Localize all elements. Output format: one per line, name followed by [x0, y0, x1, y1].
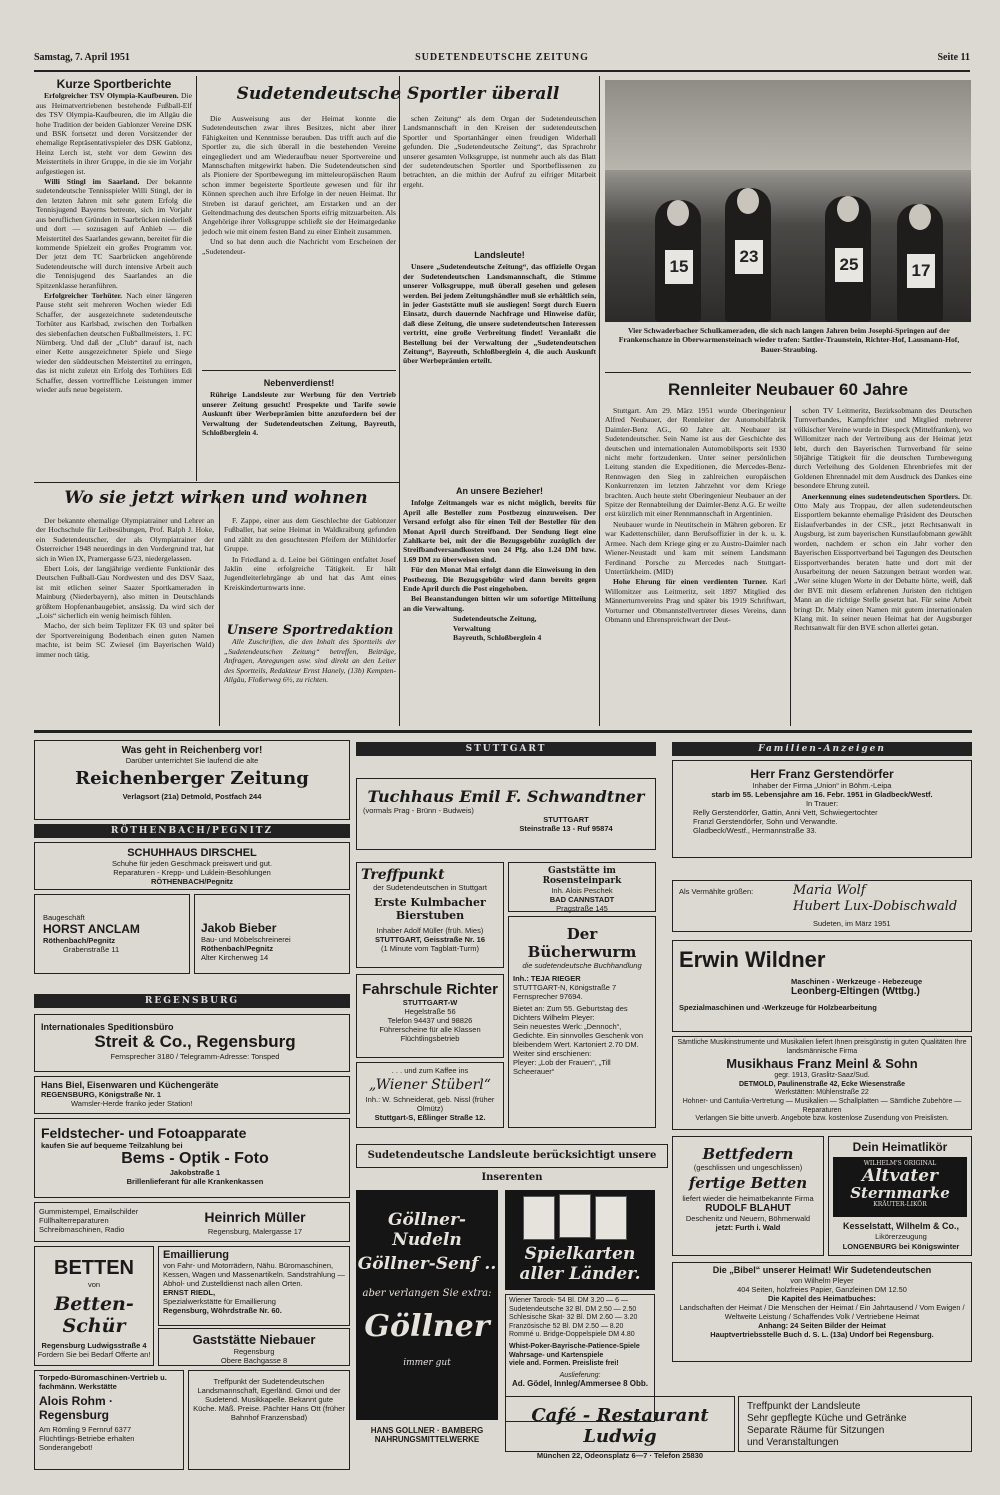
- article-title-wirken: Wo sie jetzt wirken und wohnen: [64, 488, 368, 508]
- ad-address: Verlagsort (21a) Detmold, Postfach 244: [122, 792, 262, 801]
- ad-text: WILHELM'S ORIGINAL: [863, 1160, 937, 1167]
- ad-name: Göllner-Nudeln: [388, 1210, 466, 1250]
- ad-text: Alter Kirchenweg 14: [201, 953, 269, 962]
- lead: Willi Stingl im Saarland.: [44, 177, 140, 187]
- ad-text: aber verlangen Sie extra:: [362, 1288, 492, 1299]
- ad-text: Fordern Sie bei Bedarf Offerte an!: [37, 1350, 151, 1359]
- paragraph: Rührige Landsleute zur Werbung für den Vertrieb unserer Zeitung gesucht! Prospekte und Tarife sowie Auskunft über Werbeprämien bitte anzufordern bei der Verwaltung der Sudetendeutschen Zeitung, Bayreuth, Schloßberglein 4.: [202, 390, 396, 438]
- paragraph: Der bekannte ehemalige Olympiatrainer und Lehrer an der Hochschule für Leibesübungen, Prof. Ralph J. Hoke, ein Sudetendeutscher, der als Olympiatrainer der Österreicher 1948 neuerdings in den Vordergrund trat, hat sich in Wien IX, Pramergasse 6/23, niedergelassen.: [36, 516, 214, 563]
- ad-text: jetzt: Furth i. Wald: [715, 1223, 781, 1232]
- ad-text: Inh.: TEJA RIEGER: [513, 974, 581, 983]
- ad-bieber: [194, 894, 350, 974]
- ad-text: der Sudetendeutschen in Stuttgart: [373, 883, 487, 892]
- article-wirken-col1: [36, 516, 214, 726]
- ad-vermaehlte: [672, 880, 972, 932]
- ad-niebauer: [158, 1328, 350, 1366]
- ad-name: Musikhaus Franz Meinl & Sohn: [726, 1056, 918, 1072]
- ad-headline: BETTEN: [54, 1257, 134, 1279]
- box-rule: [202, 370, 396, 371]
- paragraph: Neubauer wurde in Neutitschein in Mähren geboren. Er war Kadettenschüler, dann Berufsoffizier in der k. u. k. Armee. Nach dem Kriege ging er zu Austro-Daimler nach Wiener-Neustadt und kam mit seinem Landsmann Ferdinand Porsche zu Mercedes nach Stuttgart-Untertürkheim. (MID): [605, 519, 786, 576]
- paragraph: F. Zappe, einer aus dem Geschlechte der Gablonzer Fußballer, hat seine Heimat in Waldkraiburg gefunden und zählt zu den gesuchtesten Pfeifern der Mühldorfer Gruppe.: [224, 516, 396, 554]
- box-title: An unsere Bezieher!: [455, 486, 544, 496]
- ad-name: Jakob Bieber: [201, 921, 277, 935]
- ad-goellner-footer: [356, 1426, 498, 1444]
- ad-text: Inhaber der Firma „Union“ in Böhm.-Leipa: [752, 781, 892, 790]
- ad-text: von Fahr- und Motorrädern, Nähu. Büromaschinen, Kessen, Wagen und Massenartikeln. Sandstrahlung — Abhol- und Zustelldienst nach allen Orten.: [163, 1261, 345, 1288]
- ad-text: LONGENBURG bei Königswinter: [842, 1242, 960, 1251]
- ad-text: Hohner- und Cantulia-Vertretung — Musikalien — Schallplatten — Sämtliche Zubehöre — Reparaturen: [682, 1097, 962, 1114]
- ad-wiener-stueberl: [356, 1062, 504, 1128]
- ad-text: Inhaber Adolf Müller (früh. Mies): [376, 926, 484, 935]
- paragraph: Karl Willomitzer aus Leitmeritz, seit 1897 Mitglied des Männerturnvereins Prag und später bis 1919 Schriftwart, Vorturner und Obmannstellvertreter dieses Vereins, dann Obmann und Ehrenspreichwart der Deut-: [605, 577, 786, 624]
- ad-text: Bau- und Möbelschreinerei: [201, 935, 291, 944]
- box-landsleute: [403, 248, 596, 480]
- box-title: Unsere Sportredaktion: [226, 623, 394, 638]
- ad-fahrschule-richter: [356, 974, 504, 1058]
- skier-face: [909, 204, 931, 230]
- ad-text: von: [87, 1280, 101, 1289]
- skier-bib: 25: [835, 248, 863, 282]
- ad-name: Bems - Optik - Foto: [121, 1150, 269, 1167]
- article-kurze-sportberichte: [36, 77, 192, 480]
- ad-text: Relly Gerstendörfer, Gattin, Anni Vett, Schwiegertochter: [693, 808, 878, 817]
- ad-text: STUTTGART, Geisstraße Nr. 16: [374, 935, 486, 944]
- ad-name: SCHUHHAUS DIRSCHEL: [127, 847, 257, 859]
- ad-text: KRÄUTER-LIKÖR: [873, 1201, 927, 1208]
- ad-gerstendoerfer: [672, 760, 972, 858]
- ad-logo-text: Altvater: [861, 1166, 939, 1186]
- column-rule: [599, 76, 600, 726]
- ad-text: Röthenbach/Pegnitz: [43, 936, 116, 945]
- ad-text: Internationales Speditionsbüro: [41, 1022, 174, 1032]
- ad-name: Der Bücherwurm: [527, 925, 637, 961]
- ad-text: NAHRUNGSMITTELWERKE: [374, 1435, 480, 1444]
- header-paper-title: SUDETENDEUTSCHE ZEITUNG: [415, 52, 589, 63]
- ad-biel: [34, 1076, 350, 1114]
- ad-altvater-label: [833, 1157, 967, 1217]
- ad-text: Sein neuestes Werk: „Dennoch“, Gedichte. Ein sinnvolles Geschenk von bleibendem Wert. Kartoniert 2.70 DM.: [513, 1022, 644, 1049]
- price-row: Wiener Tarock- 54 Bl. DM 3.20 — 6 —: [509, 1297, 628, 1304]
- ad-headline: Emaillierung: [163, 1249, 230, 1261]
- ad-text: Sudeten, im März 1951: [813, 919, 891, 928]
- price-row: Schlesische Skat- 32 Bl. DM 2.60 — 3.20: [509, 1314, 638, 1322]
- ad-text: Gummistempel, Emailschilder Füllhalterreparaturen Schreibmaschinen, Radio: [39, 1207, 139, 1234]
- ad-text: Weiter sind erschienen:: [513, 1049, 592, 1058]
- paragraph: In Friedland a. d. Leine bei Göttingen entfaltet Josef Jaklin eine erfolgreiche Tätigkeit. Er hält Jugendleiterlehrgänge ab und hat das Amt eines Kreiskinderturnwarts inne.: [224, 554, 396, 592]
- paragraph: Unsere „Sudetendeutsche Zeitung“, das offizielle Organ der Sudetendeutschen Landsmannschaft, die Stimme unserer Volksgruppe, muß überall gesehen und gelesen werden. Bei jedem Zeitungshändler muß sie erhältlich sein, in jeder Gaststätte muß sie ausliegen! Sorgt durch Euern Einsatz, durch dauernde Nachfrage und Hinweise dafür, daß diese Zeitung, die unsere sudetendeutschen Interessen vertritt, eine große Verbreitung findet! Veranlaßt die Bestellung bei der Verwaltung der „Sudetendeutschen Zeitung“, Bayreuth, Schloßberglein 4, die auch Auskunft über Werbeprämien erteilt.: [403, 262, 596, 366]
- ad-text: Bietet an: Zum 55. Geburtstag des Dichters Wilhelm Pleyer:: [513, 1004, 628, 1022]
- ad-text: Schuhe für jeden Geschmack preiswert und gut.: [111, 859, 273, 868]
- ad-name: Erwin Wildner: [679, 947, 826, 972]
- playing-card-icon: [523, 1196, 555, 1240]
- article-wirken-col2: [224, 516, 396, 612]
- ad-text: Am Römling 9 Fernruf 6377: [39, 1425, 132, 1434]
- ad-text: 404 Seiten, holzfreies Papier, Ganzleinen DM 12.50: [737, 1285, 907, 1294]
- ad-name: Streit & Co., Regensburg: [94, 1032, 296, 1051]
- skier-bib: 15: [665, 250, 693, 284]
- ad-text: immer gut: [403, 1358, 451, 1368]
- ad-text: Baugeschäft: [43, 913, 85, 922]
- ad-text: ERNST RIEDL,: [163, 1288, 216, 1297]
- ad-name: Heinrich Müller: [204, 1209, 306, 1225]
- paragraph: schen Zeitung“ als dem Organ der Sudetendeutschen Landsmannschaft in den Kreisen der sudetendeutschen Sportler und Sportanhänger einen freudigen Widerhall gefunden. Die „Sudetendeutsche Zeitung“, das Sprachrohr unserer gesamten Volksgruppe, ist nunmehr auch als das Blatt der sudetendeutschen Sportler und Sportbeflissenen zu betrachten, an die mithin der Aufruf zu eifriger Mitarbeit ergeht.: [403, 114, 596, 189]
- ad-text: . . . und zum Kaffee ins: [391, 1066, 469, 1075]
- ad-kulmbacher: [356, 862, 504, 968]
- ad-text: Maschinen - Werkzeuge - Hebezeuge: [791, 977, 923, 986]
- ad-bems: [34, 1118, 350, 1198]
- ad-name: Gaststätte im Rosensteinpark: [542, 866, 622, 886]
- ad-streit: [34, 1014, 350, 1072]
- ad-text: Grabenstraße 11: [63, 945, 120, 954]
- ad-text: In Trauer:: [805, 799, 839, 808]
- ad-text: Brillenlieferant für alle Krankenkassen: [126, 1177, 264, 1186]
- ad-text: Inh.: W. Schneiderat, geb. Nissl (früher Olmütz): [365, 1095, 495, 1113]
- ad-text: kaufen Sie auf bequeme Teilzahlung bei: [41, 1141, 183, 1150]
- ad-text: REGENSBURG, Königstraße Nr. 1: [41, 1090, 162, 1099]
- ad-text: Ad. Gödel, Innleg/Ammersee 8 Obb.: [511, 1379, 649, 1389]
- ad-text: Stuttgart-S, Eßlinger Straße 12.: [374, 1113, 486, 1122]
- ad-text: Franzl Gerstendörfer, Sohn und Verwandte.: [693, 817, 838, 826]
- paragraph: Stuttgart. Am 29. März 1951 wurde Oberingenieur Alfred Neubauer, der Rennleiter der Automobilfabrik Daimler-Benz AG., 60 Jahre alt. Neubauer ist Sudetendeutscher. Sein Name ist aus der Geschichte des deutschen und internationalen Automobilsports seit 1930 nicht mehr fortzudenken. Unter seiner persönlichen Leitung standen die Expeditionen, die Mercedes-Benz-Rennwagen den Sieg in zahlreichen europäischen Konkurrenzen im letzten Jahrzehnt vor dem Kriege brachten. Auch heute steht Oberingenieur Neubauer an der Spitze der Rennabteilung der Daimler-Benz A.G. Er weilte erst kürzlich mit einer Rennmannschaft in Argentinien.: [605, 406, 786, 519]
- ad-text: Gladbeck/Westf., Hermannstraße 33.: [693, 826, 817, 835]
- ad-meinl: [672, 1036, 972, 1130]
- ad-text: STUTTGART-N, Königstraße 7: [513, 983, 617, 992]
- ad-headline: Die „Bibel“ unserer Heimat! Wir Sudetendeutschen: [712, 1265, 932, 1275]
- box-title: Landsleute!: [474, 250, 525, 260]
- ad-text: Pleyer: „Lob der Frauen“, „Till Scheerauer“: [513, 1058, 611, 1076]
- article-sportler-col2: [403, 114, 596, 248]
- ad-name: Bettfedern: [702, 1145, 794, 1163]
- ad-text: Führerscheine für alle Klassen Flüchtlingsbetrieb: [379, 1025, 481, 1043]
- ad-treffpunkt-regensburg: Treffpunkt der Sudetendeutschen Landsmannschaft, Egerländ. Gmoi und der Sudetend. Musikkapelle. Bekannt gute Küche. Mäß. Preise. Pächter Hans Ott (früher Bahnhof Franzensbad): [188, 1370, 350, 1470]
- ad-text: STUTTGART-W: [402, 998, 458, 1007]
- ad-text: Regensburg Ludwigsstraße 4: [41, 1341, 147, 1350]
- ad-text: Auslieferung:: [559, 1371, 601, 1379]
- ad-text: Wamsler-Herde franko jeder Station!: [71, 1099, 193, 1108]
- photo-caption: [608, 326, 970, 370]
- ad-reichenberger: [34, 740, 350, 820]
- ad-text: Regensburg, Malergasse 17: [207, 1227, 303, 1236]
- article-title-sportler: Sudetendeutsche Sportler überall: [236, 84, 560, 104]
- ad-text: STUTTGART: [543, 815, 589, 824]
- ad-text: Hauptvertriebsstelle Buch d. S. L. (13a) Undorf bei Regensburg.: [710, 1330, 934, 1339]
- playing-card-icon: [559, 1194, 591, 1238]
- paragraph: Und so hat denn auch die Nachricht vom Erscheinen der „Sudetendeut-: [202, 237, 396, 256]
- column-rule: [219, 498, 220, 726]
- ad-name: „Wiener Stüberl“: [369, 1077, 491, 1093]
- skier-bib: 17: [907, 254, 935, 288]
- header-date: Samstag, 7. April 1951: [34, 52, 130, 63]
- ad-text: Steinstraße 13 - Ruf 95874: [519, 824, 613, 833]
- ad-text: Fernsprecher 3180 / Telegramm-Adresse: Tonsped: [110, 1052, 280, 1061]
- ad-text: Verlangen Sie bitte unverb. Angebote bzw. kostenlose Zusendung von Preislisten.: [695, 1115, 949, 1123]
- ad-text: Spezialmaschinen und -Werkzeuge für Holzbearbeitung: [679, 1003, 877, 1012]
- header-rule: [34, 70, 970, 72]
- column-rule: [399, 76, 400, 726]
- ad-text: Werkstätten: Mühlenstraße 22: [775, 1089, 869, 1097]
- ad-text: liefert wieder die heimatbekannte Firma: [682, 1194, 814, 1203]
- ad-text: Landschaften der Heimat / Die Menschen der Heimat / Ein Jahrtausend / Vom Ewigen / Weltweite Leistung / Schaffendes Volk / Vertriebene Heimat: [679, 1303, 965, 1321]
- ad-text: gegr. 1913, Graslitz-Saaz/Sud.: [774, 1072, 870, 1080]
- lead: Erfolgreicher Torhüter.: [44, 290, 123, 300]
- playing-card-icon: [595, 1196, 627, 1240]
- paragraph: Infolge Zeitmangels war es nicht möglich, bereits für April alle Besteller zum Postbezug einzuweisen. Der Versand erfolgt also für einen Teil der Besteller für den Monat April durch Streifband. Der Sendung liegt eine Zahlkarte bei, mit der die Bezugsgebühr zuzüglich der Streifbandversandkosten von 24 Pfg. also 1.24 DM bzw. 1.69 DM zu überweisen sind.: [403, 498, 596, 564]
- ads-divider: [34, 730, 972, 733]
- ad-text: Jakobstraße 1: [169, 1168, 221, 1177]
- paragraph: schen TV Leitmeritz, Bezirksobmann des Deutschen Turnverbandes, Kampfrichter und Mitglied mehrerer völkischer Vereine wurde in Diespeck (Mittelfranken), wo Willomitzer nach der Vertreibung aus der Heimat jetzt lebt, durch den Bayerischen Turnverband für seine 50jährige Tätigkeit für die deutschen Turnbewegung durch Verleihung des Goldenen Ehrenbriefes mit der Goldenen Ehrennadel mit dem Ausdruck des Dankes eine besondere Ehrung zuteil.: [794, 406, 972, 491]
- ad-treffpunkt-landsleute: [738, 1396, 972, 1452]
- ad-cafe-ludwig: [505, 1396, 735, 1460]
- ad-text: viele and. Formen. Preisliste frei!: [509, 1360, 619, 1368]
- section-bar-familien: Familien-Anzeigen: [672, 742, 972, 756]
- ad-logo-text: Göllner: [364, 1309, 490, 1344]
- ad-dirschel: [34, 842, 350, 890]
- ad-headline: Was geht in Reichenberg vor!: [121, 745, 263, 756]
- ad-text: Likörerzeugung: [875, 1232, 927, 1241]
- paragraph: Der bekannte sudetendeutsche Tennisspieler Willi Stingl, der in den letzten Jahren mit sehr gutem Erfolg die Tennisjugend Bayerns betreute, sich im Vorjahr aus beruflichen Gründen in Saarbrücken niederließ und dort — sozusagen auf Anhieb — die Meistertitel des Saarlandes gewann, bereitet für die kommende Spielzeit ein großes Programm vor. Der jetzt dem TC Saarbrücken angehörende Sudetendeutsche will durch intensive Arbeit auch die Tennisjugend des Saarlandes an die Spitzenklasse heranführen.: [36, 177, 192, 290]
- ad-text: Die Kapitel des Heimatbuches:: [767, 1294, 877, 1303]
- ad-text: starb im 55. Lebensjahre am 16. Febr. 1951 in Gladbeck/Westf.: [711, 790, 933, 799]
- ad-text: Reparaturen - Krepp- und Luklein-Besohlungen: [113, 868, 271, 877]
- skier-face: [737, 188, 759, 214]
- ad-name: Göllner-Senf ..: [357, 1254, 497, 1274]
- ad-text: RÖTHENBACH/Pegnitz: [150, 877, 234, 886]
- ad-text: Torpedo-Büromaschinen-Vertrieb u. fachmänn. Werkstätte: [39, 1373, 167, 1391]
- column-rule: [790, 406, 791, 726]
- paragraph: Alle Zuschriften, die den Inhalt des Sportteils der „Sudetendeutschen Zeitung“ betreffen, Beiträge, Anfragen, Anregungen usw. sind direkt an den Leiter des Sportteils, Redakteur Ernst Hanely, (13b) Kempten-Allgäu, Floßerweg 6½, zu richten.: [224, 637, 396, 685]
- ad-text: von Wilhelm Pleyer: [790, 1276, 854, 1285]
- ad-text: Darüber unterrichtet Sie laufend die alte: [125, 756, 259, 765]
- ad-spielkarten: [505, 1190, 655, 1290]
- ad-text: Leonberg-Eltingen (Wttbg.): [791, 986, 920, 997]
- photo-skiers: [605, 80, 971, 322]
- section-rule: [34, 482, 399, 483]
- lead: Anerkennung eines sudetendeutschen Sportlers.: [802, 491, 960, 501]
- paragraph: Die aus Heimatvertriebenen bestehende Fußball-Elf des TSV Olympia-Kaufbeuren, die im Allgäu die hohe Tradition der beiden Gablonzer Vereine DSK und BSK fortsetzt und deren Vorsitzender der ehemalige Repräsentativspieler des DSK Gablonz, Heinz Lerch ist, steht vor dem Gewinn des Meistertitels in ihrer Gruppe, in die sie im Vorjahr aufgestiegen ist.: [36, 91, 192, 176]
- paragraph: Dr. Otto Maly aus Troppau, der allen sudetendeutschen Eissportlern bekannte ehemalige Präsident des Deutschen Eislaufverbandes in der CSR., jetzt Rechtsanwalt in Augsburg, ist zum bayerischen Kunstlaufobmann gewählt worden, nachdem er schon ein Jahr vorher den Bayerischen Eissportverband bei Tagungen des Deutschen Eissportverbandes beraten hatte und dort mit der Ausarbeitung der neuen Satzungen betraut worden war. „Wer seine klugen Worte in der Debatte hörte, weiß, daß der BVE mit diesem erfahrenen Juristen den richtigen Mann an die richtige Stelle gesetzt hat. Für seine Arbeit bringt Dr. Maly einen Namen mit gutem internationalen Klang mit. In seiner neuen Heimat hat der Augsburger Rechtsanwalt für den BVE schon allerlei getan.: [794, 491, 972, 633]
- page-header: [34, 52, 970, 68]
- ad-text: Inh. Alois Peschek: [551, 886, 613, 895]
- ad-text: Pragstraße 145: [556, 904, 608, 913]
- paragraph: Bei Beanstandungen bitten wir um sofortige Mitteilung an die Verwaltung.: [403, 594, 596, 613]
- ad-headline: Feldstecher- und Fotoapparate: [41, 1125, 247, 1141]
- ad-text: DETMOLD, Paulinenstraße 42, Ecke Wiesenstraße: [738, 1080, 906, 1088]
- article-neubauer-col2: [794, 406, 972, 726]
- ad-text: Regensburg: [233, 1347, 275, 1356]
- signature: Verwaltung: [453, 623, 491, 633]
- ad-goellner: [356, 1190, 498, 1420]
- ad-text: Anhang: 24 Seiten Bilder der Heimat: [758, 1321, 886, 1330]
- paragraph: Nach einer längeren Pause steht seit mehreren Wochen wieder Edi Schaffer, der ausgezeichnete sudetendeutsche Torhüter aus Karlsbad, zwischen den Torbalken des siebenfachen deutschen Fußballmeisters, 1. FC Nürnberg. Und daß der „Club“ darauf ist, nach einer Kette ausgezeichneter Spiele und Siege wieder den süddeutschen Meistertitel zu erringen, das ist nicht zuletzt ein Erfolg des Torhüters Edi Schaffer, dessen vortreffliche Leistungen immer wieder aufs neue begeistern.: [36, 290, 192, 394]
- lead: Hohe Ehrung für einen verdienten Turner.: [613, 577, 768, 587]
- ad-text: Whist-Poker-Bayrische-Patience-Spiele Wahrsage- und Kartenspiele: [509, 1342, 640, 1359]
- ad-text: Obere Bachgasse 8: [220, 1356, 288, 1365]
- ad-buecherwurm: [508, 916, 656, 1128]
- ad-text: Fernsprecher 97694.: [513, 992, 583, 1001]
- ad-name: Café - Restaurant Ludwig: [531, 1405, 709, 1447]
- lead: Erfolgreicher TSV Olympia-Kaufbeuren.: [44, 91, 179, 101]
- price-row: Rommé u. Bridge-Doppelspiele DM 4.80: [509, 1331, 635, 1339]
- ad-name: Reichenberger Zeitung: [75, 768, 309, 789]
- ad-rosenstein: [508, 862, 656, 912]
- ad-name: Herr Franz Gerstendörfer: [750, 767, 894, 781]
- signature: Bayreuth, Schloßberglein 4: [453, 633, 542, 643]
- ad-name: Erste Kulmbacher Bierstuben: [374, 896, 486, 922]
- ad-name: HORST ANCLAM: [43, 922, 140, 936]
- ad-headline: Dein Heimatlikör: [852, 1140, 948, 1154]
- ad-name: Fahrschule Richter: [362, 981, 498, 998]
- ad-text: Flüchtlings-Betriebe erhalten Sonderangebot!: [39, 1434, 135, 1452]
- section-bar-regensburg: REGENSBURG: [34, 994, 350, 1008]
- ad-betten-schuer: [34, 1246, 154, 1366]
- ad-text: Hans Biel, Eisenwaren und Küchengeräte: [41, 1080, 219, 1090]
- ad-text: Spezialwerkstätte für Emaillierung: [163, 1297, 276, 1306]
- ad-bibel: [672, 1262, 972, 1362]
- article-sportler-col1: [202, 114, 396, 364]
- ad-text: (vormals Prag - Brünn - Budweis): [363, 806, 474, 815]
- header-page-number: Seite 11: [937, 52, 970, 63]
- ad-emaillierung: [158, 1246, 350, 1326]
- paragraph: Für den Monat Mai erfolgt dann die Einweisung in den Postbezug. Die Bezugsgebühr wird dann bereits gegen Ende April durch die Post eingehoben.: [403, 565, 596, 594]
- ad-mueller: [34, 1202, 350, 1242]
- ad-headline: Treffpunkt: [361, 867, 445, 883]
- ad-name: Kesselstatt, Wilhelm & Co.,: [843, 1221, 959, 1231]
- ad-altvater: [828, 1136, 972, 1256]
- ad-schwandtner: [356, 778, 656, 850]
- ad-text: Treffpunkt der Landsleute: [747, 1401, 861, 1412]
- section-bar-rothenbach: RÖTHENBACH/PEGNITZ: [34, 824, 350, 838]
- skier-face: [667, 200, 689, 226]
- article-title: Kurze Sportberichte: [56, 77, 172, 91]
- ad-name: Maria Wolf: [793, 883, 866, 898]
- skier-bib: 23: [735, 240, 763, 274]
- price-row: Sudetendeutsche 32 Bl. DM 2.50 — 2.50: [509, 1305, 637, 1313]
- caption-names: Sattler-Traunstein, Richter-Hof, Lausmann-Hof, Bauer-Straubing.: [760, 335, 960, 354]
- ad-name: Alois Rohm · Regensburg: [39, 1394, 113, 1422]
- ad-name: Spielkarten aller Länder.: [519, 1244, 641, 1284]
- ad-text: die sudetendeutsche Buchhandlung: [522, 961, 642, 970]
- ad-text: Telefon 94437 und 98826: [387, 1016, 473, 1025]
- ad-name: Gaststätte Niebauer: [192, 1332, 316, 1347]
- ad-text: (geschlissen und ungeschlissen): [693, 1163, 803, 1172]
- skier-face: [837, 196, 859, 222]
- caption-text: Vier Schwaderbacher Schulkameraden, die sich nach langen Jahren beim Josephi-Springen auf der Frankenschanze in Oberwarmensteinach wieder trafen:: [618, 326, 951, 345]
- price-row: Französische 52 Bl. DM 2.50 — 8.20: [509, 1322, 624, 1330]
- section-bar-stuttgart: STUTTGART: [356, 742, 656, 756]
- ad-text: Separate Räume für Sitzungen: [747, 1425, 885, 1436]
- paragraph: Macho, der sich beim Teplitzer FK 03 und später bei der Sportvereinigung Bodenbach einen guten Namen machte, ist beim SC Zwiesel (im Bayerischen Wald) immer noch tätig.: [36, 621, 214, 659]
- ad-wildner: [672, 940, 972, 1032]
- ad-text: RUDOLF BLAHUT: [705, 1203, 791, 1214]
- ad-text: Hegelstraße 56: [404, 1007, 456, 1016]
- article-neubauer-col1: [605, 406, 786, 726]
- paragraph: Ebert Lois, der langjährige verdiente Funktionär des Deutschen Fußball-Gau Nordwesten und des DSV Saaz, ist mit etlichen seiner Saazer Sportkameraden in Mainburg (Niederbayern), also mitten in Deutschlands größtem Hopfenanbaugebiet, ansässig. Da wird sich der „Lois“ sicherlich ein wenig heimisch fühlen.: [36, 564, 214, 621]
- banner-inserenten: Sudetendeutsche Landsleute berücksichtigt unsere Inserenten: [356, 1144, 668, 1168]
- box-title: Nebenverdienst!: [263, 378, 335, 388]
- ad-anclam: [34, 894, 190, 974]
- ad-name: fertige Betten: [688, 1174, 808, 1192]
- ad-name: Hubert Lux-Dobischwald: [793, 899, 958, 914]
- ad-name: Betten-Schür: [54, 1293, 134, 1337]
- ad-logo-text: Sternmarke: [850, 1184, 950, 1202]
- ad-text: und Veranstaltungen: [747, 1437, 839, 1448]
- section-rule: [605, 372, 971, 373]
- box-sportredaktion: [224, 623, 396, 726]
- ad-text: Regensburg, Wöhrdstraße Nr. 60.: [163, 1306, 282, 1315]
- ad-rohm: [34, 1370, 184, 1470]
- paragraph: Die Ausweisung aus der Heimat konnte die Sudetendeutschen zwar ihres Besitzes, nicht aber ihrer Fähigkeiten und Kenntnisse berauben. Das trifft auch auf die Sportler zu, die sich überall in die bestehenden Vereine eingegliedert und am Wiederaufbau neuer Sportvereine und Mannschaften mitgewirkt haben. Die Sudetendeutschen sind als Pioniere der Sportbewegung im mitteleuropäischen Raum schon immer begeisterte Sportleute gewesen und für ihr Können sprechen auch ihre Erfolge in der neuen Heimat. Ihr Streben ist darauf gerichtet, am Erstarken und an der Geltendmachung des deutschen Sports eifrig mitzuarbeiten. Als Angehörige ihrer Volksgruppe schließt sie der Heimatgedanke jedoch wie mit einem festen Band zu einer Einheit zusammen.: [202, 114, 396, 236]
- photo-sky: [605, 80, 971, 170]
- ad-name: Tuchhaus Emil F. Schwandtner: [367, 787, 645, 806]
- column-rule: [196, 76, 197, 481]
- ad-text: München 22, Odeonsplatz 6—7 · Telefon 25830: [536, 1451, 704, 1460]
- ad-text: Als Vermählte grüßen:: [679, 887, 754, 896]
- ad-text: BAD CANNSTADT: [549, 895, 615, 904]
- ad-text: Sämtliche Musikinstrumente und Musikalien liefert Ihnen preisgünstig in guten Qualitäten Ihre landsmännische Firma: [677, 1039, 967, 1055]
- box-bezieher: [403, 484, 596, 726]
- ad-text: Sehr gepflegte Küche und Getränke: [747, 1413, 907, 1424]
- ad-text: HANS GOLLNER · BAMBERG: [370, 1426, 484, 1435]
- ad-text: Deschenitz und Neuern, Böhmerwald: [685, 1214, 811, 1223]
- signature: Sudetendeutsche Zeitung,: [453, 614, 537, 624]
- box-nebenverdienst: [202, 376, 396, 480]
- ad-text: Röthenbach/Pegnitz: [201, 944, 274, 953]
- article-title-neubauer: Rennleiter Neubauer 60 Jahre: [668, 380, 908, 399]
- ad-text: (1 Minute vom Tagblatt-Turm): [381, 944, 479, 953]
- ad-bettfedern: [672, 1136, 824, 1256]
